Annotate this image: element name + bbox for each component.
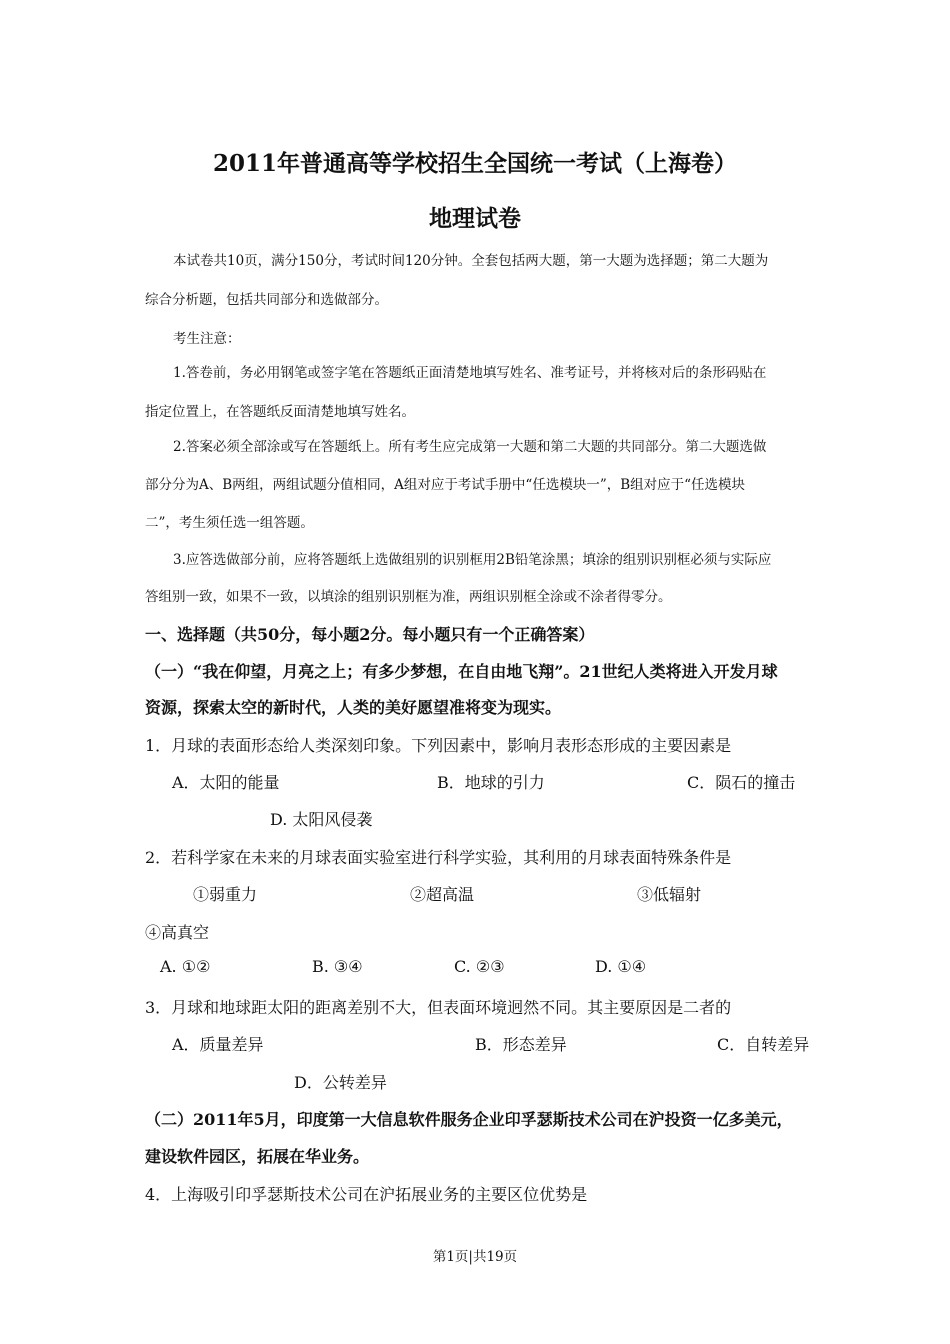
page-subtitle: 地理试卷 bbox=[429, 205, 521, 232]
page-title: 2011年普通高等学校招生全国统一考试（上海卷） bbox=[212, 150, 737, 177]
option: C．自转差异 bbox=[717, 1035, 810, 1054]
option: B．形态差异 bbox=[475, 1035, 567, 1054]
question-stem: 3．月球和地球距太阳的距离差别不大，但表面环境迥然不同。其主要原因是二者的 bbox=[145, 998, 732, 1017]
group-intro-line: （二）2011年5月，印度第一大信息软件服务企业印孚瑟斯技术公司在沪投资一亿多美元， bbox=[145, 1110, 793, 1129]
notice-line: 3.应答选做部分前，应将答题纸上选做组别的识别框用2B铅笔涂黑；填涂的组别识别框必须与实际应 bbox=[173, 552, 772, 568]
option: B. ③④ bbox=[312, 957, 363, 976]
notice-line: 部分分为A、B两组，两组试题分值相同，A组对应于考试手册中“任选模块一”，B组对应于“任选模块 bbox=[145, 477, 746, 493]
notice-line: 1.答卷前，务必用钢笔或签字笔在答题纸正面清楚地填写姓名、准考证号，并将核对后的条形码贴在 bbox=[173, 365, 767, 381]
intro-line: 本试卷共10页，满分150分，考试时间120分钟。全套包括两大题，第一大题为选择题；第二大题为 bbox=[173, 253, 769, 269]
condition-item: ④高真空 bbox=[145, 923, 210, 942]
option: D. ①④ bbox=[595, 957, 647, 976]
notice-line: 答组别一致，如果不一致，以填涂的组别识别框为准，两组识别框全涂或不涂者得零分。 bbox=[145, 589, 672, 605]
option: C. ②③ bbox=[454, 957, 505, 976]
intro-line: 综合分析题，包括共同部分和选做部分。 bbox=[145, 292, 388, 308]
question-stem: 1．月球的表面形态给人类深刻印象。下列因素中，影响月表形态形成的主要因素是 bbox=[145, 736, 732, 755]
condition-item: ③低辐射 bbox=[637, 885, 702, 904]
notice-line: 2.答案必须全部涂或写在答题纸上。所有考生应完成第一大题和第二大题的共同部分。第二大题选做 bbox=[173, 439, 767, 455]
option: A．质量差异 bbox=[172, 1035, 264, 1054]
page-footer: 第1页|共19页 bbox=[432, 1249, 518, 1265]
group-intro-line: （一）“我在仰望，月亮之上；有多少梦想，在自由地飞翔”。21世纪人类将进入开发月球 bbox=[145, 662, 778, 681]
option: C．陨石的撞击 bbox=[687, 773, 796, 792]
question-stem: 2．若科学家在未来的月球表面实验室进行科学实验，其利用的月球表面特殊条件是 bbox=[145, 848, 732, 867]
option: D．公转差异 bbox=[294, 1073, 387, 1092]
group-intro-line: 资源，探索太空的新时代，人类的美好愿望准将变为现实。 bbox=[145, 698, 562, 717]
option: A. ①② bbox=[160, 957, 211, 976]
question-stem: 4．上海吸引印孚瑟斯技术公司在沪拓展业务的主要区位优势是 bbox=[145, 1185, 588, 1204]
group-intro-line: 建设软件园区，拓展在华业务。 bbox=[145, 1147, 370, 1166]
option: D. 太阳风侵袭 bbox=[270, 810, 373, 829]
condition-item: ②超高温 bbox=[410, 885, 475, 904]
notice-heading: 考生注意： bbox=[173, 331, 241, 347]
option: A．太阳的能量 bbox=[172, 773, 280, 792]
condition-item: ①弱重力 bbox=[193, 885, 258, 904]
option: B．地球的引力 bbox=[437, 773, 545, 792]
section-heading: 一、选择题（共50分，每小题2分。每小题只有一个正确答案） bbox=[145, 625, 595, 644]
notice-line: 指定位置上，在答题纸反面清楚地填写姓名。 bbox=[145, 404, 415, 420]
notice-line: 二”，考生须任选一组答题。 bbox=[145, 515, 314, 531]
